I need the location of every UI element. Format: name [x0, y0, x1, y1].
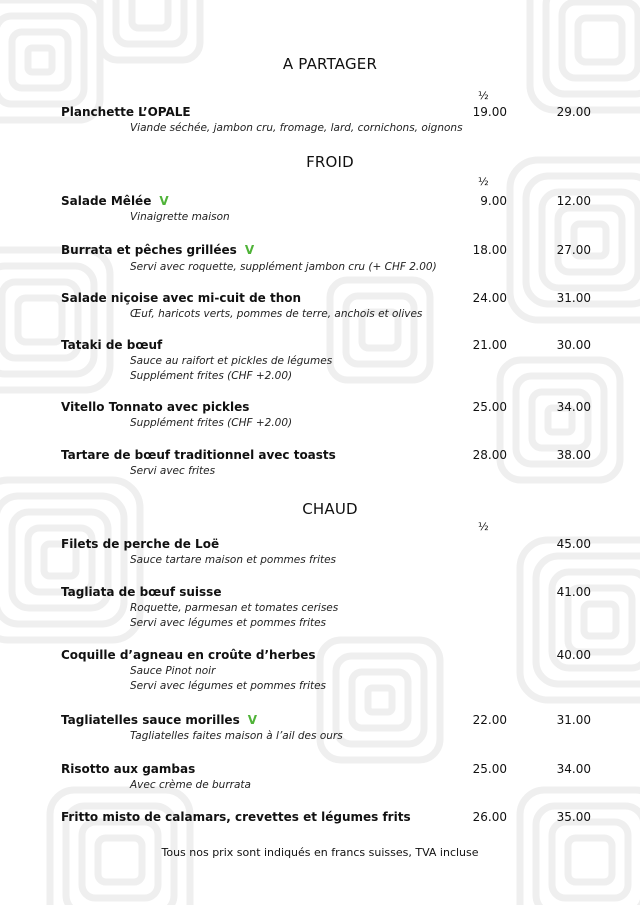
price-full: 34.00 — [556, 400, 591, 414]
price-full: 35.00 — [556, 810, 591, 824]
section-title-a-partager: A PARTAGER — [282, 55, 378, 73]
item-description: Roquette, parmesan et tomates cerises — [130, 602, 339, 614]
price-full: 29.00 — [556, 105, 591, 119]
price-half: 25.00 — [472, 762, 507, 776]
price-full: 31.00 — [556, 291, 591, 305]
item-description: Servi avec roquette, supplément jambon cru (+ CHF 2.00) — [130, 261, 437, 273]
item-name: Planchette L’OPALE — [61, 105, 191, 119]
section-title-froid: FROID — [306, 153, 354, 171]
price-full: 27.00 — [556, 243, 591, 257]
price-half: 24.00 — [472, 291, 507, 305]
item-name: Tagliata de bœuf suisse — [61, 585, 222, 599]
vegetarian-icon: V — [159, 194, 169, 208]
half-portion-header: ½ — [478, 175, 489, 188]
item-description: Œuf, haricots verts, pommes de terre, anchois et olives — [130, 308, 423, 320]
price-half: 25.00 — [472, 400, 507, 414]
half-portion-header: ½ — [478, 89, 489, 102]
item-description: Servi avec frites — [130, 465, 216, 477]
item-name: Salade niçoise avec mi-cuit de thon — [61, 291, 302, 305]
item-name: Tartare de bœuf traditionnel avec toasts — [61, 448, 336, 462]
item-description: Sauce Pinot noir — [130, 665, 216, 677]
vegetarian-icon: V — [247, 713, 258, 727]
price-full: 30.00 — [556, 338, 591, 352]
item-description: Vinaigrette maison — [130, 211, 230, 223]
price-half: 9.00 — [480, 194, 507, 208]
price-full: 34.00 — [556, 762, 591, 776]
vegetarian-icon: V — [244, 243, 255, 257]
price-full: 38.00 — [556, 448, 591, 462]
item-name: Vitello Tonnato avec pickles — [61, 400, 250, 414]
price-half: 28.00 — [472, 448, 507, 462]
half-portion-header: ½ — [478, 520, 489, 533]
item-name: Risotto aux gambas — [61, 762, 196, 776]
item-name: Filets de perche de Loë — [61, 537, 220, 551]
item-name: Salade Mêlée V — [61, 194, 169, 208]
price-half: 26.00 — [472, 810, 507, 824]
price-full: 12.00 — [556, 194, 591, 208]
price-half: 21.00 — [472, 338, 507, 352]
item-name: Tagliatelles sauce morilles V — [61, 713, 258, 727]
item-description: Supplément frites (CHF +2.00) — [130, 370, 293, 382]
item-description: Sauce tartare maison et pommes frites — [130, 554, 337, 566]
price-full: 45.00 — [556, 537, 591, 551]
price-half: 19.00 — [472, 105, 507, 119]
item-description: Viande séchée, jambon cru, fromage, lard, cornichons, oignons — [130, 122, 463, 134]
item-description: Supplément frites (CHF +2.00) — [130, 417, 293, 429]
price-full: 40.00 — [556, 648, 591, 662]
price-footnote: Tous nos prix sont indiqués en francs suisses, TVA incluse — [161, 846, 479, 859]
price-full: 41.00 — [556, 585, 591, 599]
item-name: Burrata et pêches grillées V — [61, 243, 255, 257]
price-full: 31.00 — [556, 713, 591, 727]
item-description: Servi avec légumes et pommes frites — [130, 617, 327, 629]
price-half: 18.00 — [472, 243, 507, 257]
item-description: Tagliatelles faites maison à l’ail des ours — [130, 730, 343, 742]
item-description: Sauce au raifort et pickles de légumes — [130, 355, 333, 367]
item-name: Coquille d’agneau en croûte d’herbes — [61, 648, 316, 662]
item-name: Tataki de bœuf — [61, 338, 163, 352]
item-description: Servi avec légumes et pommes frites — [130, 680, 327, 692]
price-half: 22.00 — [472, 713, 507, 727]
item-description: Avec crème de burrata — [130, 779, 251, 791]
item-name: Fritto misto de calamars, crevettes et légumes frits — [61, 810, 411, 824]
section-title-chaud: CHAUD — [302, 500, 358, 518]
